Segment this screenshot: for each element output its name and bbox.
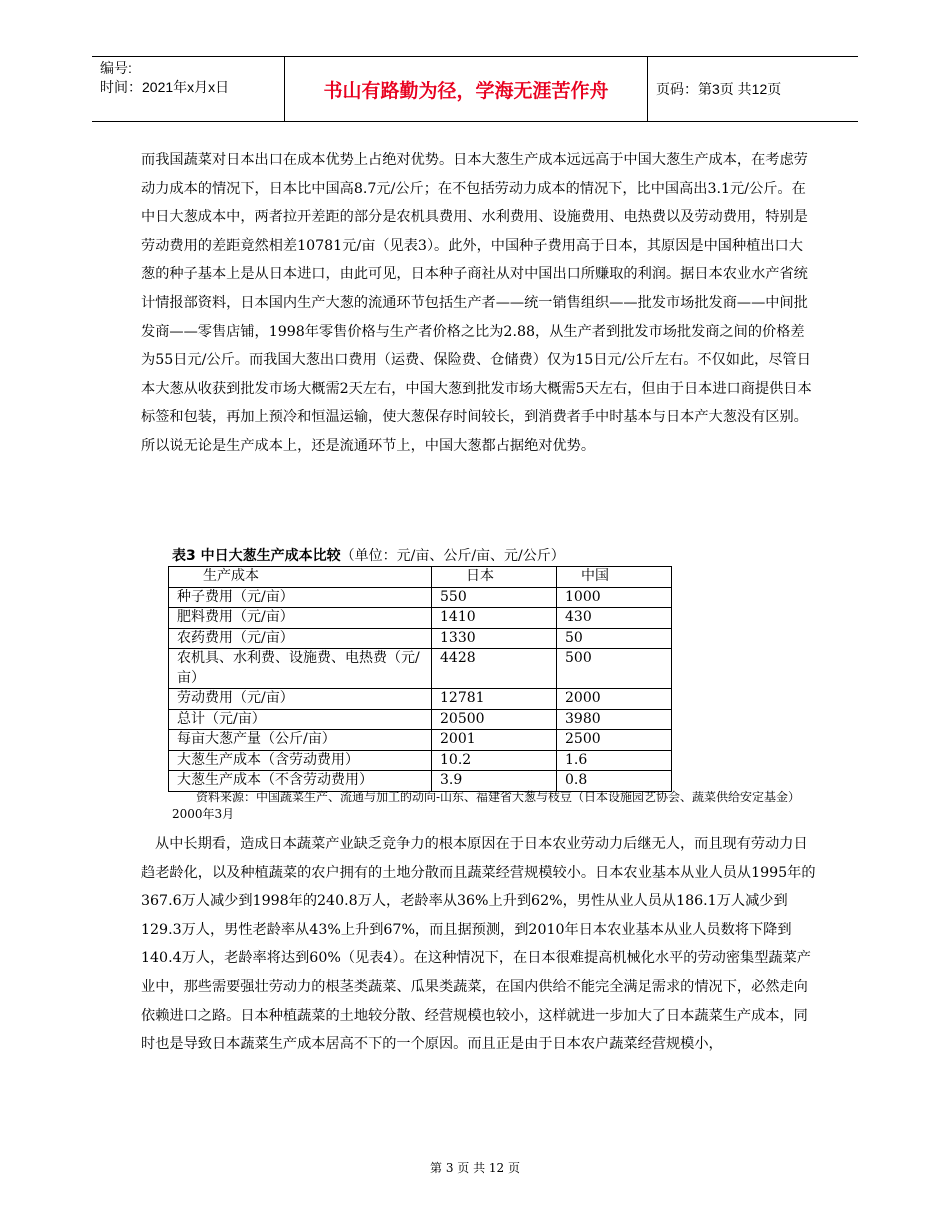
table-cell: 20500	[432, 709, 557, 730]
table-caption	[172, 547, 565, 565]
table-cell: 3980	[557, 709, 672, 730]
table-cell: 农机具、水利费、设施费、电热费（元/亩）	[169, 649, 432, 689]
document-time-label: 时间：2021年x月x日	[100, 79, 230, 95]
header-motto: 书山有路勤为径，学海无涯苦作舟	[284, 57, 648, 121]
cost-comparison-table	[168, 566, 672, 792]
table-row	[169, 730, 672, 751]
table-row	[169, 628, 672, 649]
table-cell: 1330	[432, 628, 557, 649]
table-row	[169, 750, 672, 771]
table-cell: 大葱生产成本（不含劳动费用）	[169, 771, 432, 792]
table-cell: 劳动费用（元/亩）	[169, 689, 432, 710]
table-cell: 总计（元/亩）	[169, 709, 432, 730]
table-source-note: 资料来源：中国蔬菜生产、流通与加工的动向-山东、福建省大葱与枝豆（日本设施园艺协会、蔬菜供给安定基金）2000年3月	[172, 790, 801, 821]
table-row	[169, 709, 672, 730]
header-meta	[92, 57, 284, 121]
table-cell: 50	[557, 628, 672, 649]
page-footer: 第 3 页 共 12 页	[430, 1161, 520, 1175]
table-cell: 大葱生产成本（含劳动费用）	[169, 750, 432, 771]
table-cell: 550	[432, 587, 557, 608]
table-cell: 12781	[432, 689, 557, 710]
table-cell: 10.2	[432, 750, 557, 771]
table-cell: 1000	[557, 587, 672, 608]
table-cell: 1.6	[557, 750, 672, 771]
table-header-cell: 日本	[432, 567, 557, 588]
table-cell: 500	[557, 649, 672, 689]
table-row	[169, 649, 672, 689]
table-cell: 农药费用（元/亩）	[169, 628, 432, 649]
table-cell: 2500	[557, 730, 672, 751]
table-cell: 每亩大葱产量（公斤/亩）	[169, 730, 432, 751]
table-cell: 3.9	[432, 771, 557, 792]
table-row	[169, 608, 672, 629]
table-cell: 430	[557, 608, 672, 629]
table-cell: 2001	[432, 730, 557, 751]
table-cell: 1410	[432, 608, 557, 629]
document-number-label: 编号:	[100, 60, 132, 76]
table-cell: 0.8	[557, 771, 672, 792]
table-header-cell: 生产成本	[169, 567, 432, 588]
table-caption-title: 表3 中日大葱生产成本比较	[172, 548, 341, 564]
page-header	[92, 56, 858, 122]
table-row	[169, 587, 672, 608]
body-paragraph-2: 从中长期看，造成日本蔬菜产业缺乏竞争力的根本原因在于日本农业劳动力后继无人，而且现有劳动力日趋老龄化，以及种植蔬菜的农户拥有的土地分散而且蔬菜经营规模较小。日本农业基本从业人员从1995年的367.6万人减少到1998年的240.8万人，老龄率从36%上升到62%，男性从业人员从186.1万人减少到129.3万人，男性老龄率从43%上升到67%，而且据预测，到2010年日本农业基本从业人员数将下降到140.4万人，老龄率将达到60%（见表4）。在这种情况下，在日本很难提高机械化水平的劳动密集型蔬菜产业中，那些需要强壮劳动力的根茎类蔬菜、瓜果类蔬菜，在国内供给不能完全满足需求的情况下，必然走向依赖进口之路。日本种植蔬菜的土地较分散、经营规模也较小，这样就进一步加大了日本蔬菜生产成本，同时也是导致日本蔬菜生产成本居高不下的一个原因。而且正是由于日本农户蔬菜经营规模小，	[141, 836, 816, 1053]
body-paragraph-1: 而我国蔬菜对日本出口在成本优势上占绝对优势。日本大葱生产成本远远高于中国大葱生产成本，在考虑劳动力成本的情况下，日本比中国高8.7元/公斤；在不包括劳动力成本的情况下，比中国高出3.1元/公斤。在中日大葱成本中，两者拉开差距的部分是农机具费用、水利费用、设施费用、电热费以及劳动费用，特别是劳动费用的差距竟然相差10781元/亩（见表3）。此外，中国种子费用高于日本，其原因是中国种植出口大葱的种子基本上是从日本进口，由此可见，日本种子商社从对中国出口所赚取的利润。据日本农业水产省统计情报部资料，日本国内生产大葱的流通环节包括生产者——统一销售组织——批发市场批发商——中间批发商——零售店铺，1998年零售价格与生产者价格之比为2.88，从生产者到批发市场批发商之间的价格差为55日元/公斤。而我国大葱出口费用（运费、保险费、仓储费）仅为15日元/公斤左右。不仅如此，尽管日本大葱从收获到批发市场大概需2天左右，中国大葱到批发市场大概需5天左右，但由于日本进口商提供日本标签和包装，再加上预冷和恒温运输，使大葱保存时间较长，到消费者手中时基本与日本产大葱没有区别。所以说无论是生产成本上，还是流通环节上，中国大葱都占据绝对优势。	[141, 152, 812, 454]
table-row	[169, 771, 672, 792]
table-header-cell: 中国	[557, 567, 672, 588]
table-caption-units: （单位：元/亩、公斤/亩、元/公斤）	[340, 548, 565, 564]
table-cell: 种子费用（元/亩）	[169, 587, 432, 608]
table-cell: 肥料费用（元/亩）	[169, 608, 432, 629]
table-row	[169, 689, 672, 710]
header-page-label: 页码：第3页 共12页	[656, 81, 782, 97]
table-cell: 4428	[432, 649, 557, 689]
table-header-row	[169, 567, 672, 588]
table-cell: 2000	[557, 689, 672, 710]
